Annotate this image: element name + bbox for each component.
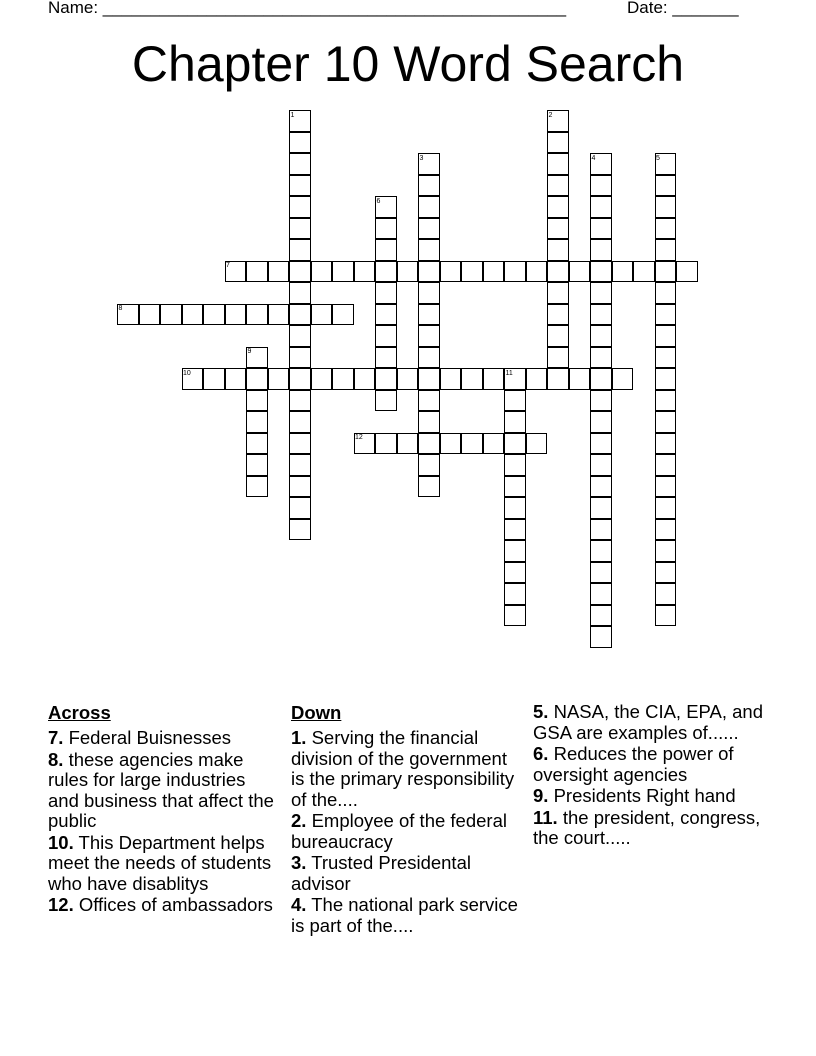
crossword-cell[interactable]: [289, 519, 311, 541]
clue-item: [533, 786, 765, 807]
crossword-cell[interactable]: [246, 261, 268, 283]
crossword-cell[interactable]: [246, 433, 268, 455]
crossword-cell[interactable]: [440, 433, 462, 455]
down-clue-list: [291, 728, 519, 936]
crossword-cell[interactable]: [655, 562, 677, 584]
crossword-cell[interactable]: [160, 304, 182, 326]
crossword-cell[interactable]: [289, 196, 311, 218]
clue-number-label: 10: [183, 369, 191, 377]
crossword-cell[interactable]: [590, 540, 612, 562]
crossword-cell[interactable]: [547, 347, 569, 369]
crossword-cell[interactable]: [289, 454, 311, 476]
crossword-cell[interactable]: [526, 433, 548, 455]
crossword-cell[interactable]: [590, 175, 612, 197]
crossword-cell[interactable]: [655, 605, 677, 627]
crossword-cell[interactable]: [332, 304, 354, 326]
crossword-cell[interactable]: [504, 497, 526, 519]
crossword-cell[interactable]: [289, 153, 311, 175]
crossword-cell[interactable]: [655, 218, 677, 240]
clue-item: [533, 702, 765, 743]
clue-text: The national park service is part of the....: [291, 894, 518, 936]
crossword-cell[interactable]: [418, 454, 440, 476]
clue-number: 2.: [291, 810, 307, 831]
crossword-cell[interactable]: [289, 390, 311, 412]
crossword-cell[interactable]: [375, 347, 397, 369]
crossword-cell[interactable]: [590, 282, 612, 304]
page-title: Chapter 10 Word Search: [131, 36, 685, 92]
clue-number-label: 3: [419, 154, 424, 162]
crossword-cell[interactable]: [354, 368, 376, 390]
clue-number-label: 11: [505, 369, 513, 377]
clue-item: [48, 895, 276, 916]
crossword-cell[interactable]: [246, 454, 268, 476]
crossword-cell[interactable]: [418, 282, 440, 304]
crossword-cell[interactable]: [547, 132, 569, 154]
clue-text: Trusted Presidental advisor: [291, 852, 471, 894]
crossword-cell[interactable]: [182, 304, 204, 326]
crossword-cell[interactable]: [418, 239, 440, 261]
crossword-cell[interactable]: [203, 304, 225, 326]
crossword-cell[interactable]: [504, 605, 526, 627]
crossword-cell[interactable]: [418, 390, 440, 412]
crossword-cell[interactable]: [139, 304, 161, 326]
crossword-cell[interactable]: [418, 325, 440, 347]
crossword-cell[interactable]: [418, 411, 440, 433]
clue-number: 3.: [291, 852, 307, 873]
crossword-cell[interactable]: [590, 433, 612, 455]
clue-text: This Department helps meet the needs of students who have disablitys: [48, 831, 272, 894]
across-clue-list: [48, 728, 276, 916]
clue-text: these agencies make rules for large industries and business that affect the public: [48, 748, 274, 831]
crossword-cell[interactable]: [246, 304, 268, 326]
crossword-cell[interactable]: [504, 583, 526, 605]
clue-text: Serving the financial division of the government is the primary responsibility of the....: [291, 727, 515, 810]
crossword-cell[interactable]: [655, 454, 677, 476]
clue-number-label: 5: [656, 154, 660, 162]
crossword-cell[interactable]: [375, 390, 397, 412]
crossword-cell[interactable]: [504, 433, 526, 455]
down-clues: [291, 702, 519, 937]
clue-item: [291, 728, 519, 810]
crossword-cell[interactable]: [655, 497, 677, 519]
clue-text: NASA, the CIA, EPA, and GSA are examples of......: [533, 701, 764, 743]
clue-text: Reduces the power of oversight agencies: [533, 743, 734, 785]
crossword-cell[interactable]: [268, 368, 290, 390]
crossword-cell[interactable]: [655, 390, 677, 412]
clue-number: 7.: [48, 727, 64, 748]
crossword-cell[interactable]: [289, 261, 311, 283]
crossword-cell[interactable]: [547, 368, 569, 390]
clue-item: [533, 744, 765, 785]
crossword-cell[interactable]: [289, 325, 311, 347]
clue-number: 9.: [533, 785, 549, 806]
clue-number: 1.: [291, 727, 307, 748]
crossword-cell[interactable]: [504, 454, 526, 476]
crossword-cell[interactable]: [569, 368, 591, 390]
crossword-cell[interactable]: [655, 304, 677, 326]
clue-text: Employee of the federal bureaucracy: [291, 810, 507, 852]
clue-number: 4.: [291, 894, 307, 915]
clue-number: 6.: [533, 743, 549, 764]
crossword-cell[interactable]: [397, 433, 419, 455]
crossword-cell[interactable]: [375, 261, 397, 283]
clue-number-label: 7: [226, 262, 230, 269]
crossword-cell[interactable]: [590, 218, 612, 240]
across-heading: Across: [48, 702, 111, 723]
crossword-cell[interactable]: [375, 325, 397, 347]
crossword-cell[interactable]: [655, 282, 677, 304]
crossword-cell[interactable]: [289, 175, 311, 197]
crossword-cell[interactable]: [655, 583, 677, 605]
crossword-cell[interactable]: [289, 304, 311, 326]
crossword-cell[interactable]: [504, 411, 526, 433]
crossword-cell[interactable]: [418, 368, 440, 390]
crossword-cell[interactable]: [590, 196, 612, 218]
crossword-cell[interactable]: [418, 476, 440, 498]
crossword-cell[interactable]: [418, 196, 440, 218]
crossword-cell[interactable]: [418, 175, 440, 197]
crossword-cell[interactable]: [289, 347, 311, 369]
crossword-cell[interactable]: [590, 454, 612, 476]
crossword-cell[interactable]: [547, 175, 569, 197]
crossword-cell[interactable]: [612, 368, 634, 390]
crossword-cell[interactable]: [655, 476, 677, 498]
clue-number-label: 1: [290, 111, 295, 119]
crossword-cell[interactable]: [289, 411, 311, 433]
crossword-cell[interactable]: [332, 261, 354, 283]
crossword-cell[interactable]: [655, 239, 677, 261]
crossword-cell[interactable]: [590, 347, 612, 369]
crossword-cell[interactable]: [504, 540, 526, 562]
crossword-cell[interactable]: [547, 282, 569, 304]
crossword-cell[interactable]: [504, 261, 526, 283]
crossword-cell[interactable]: [547, 196, 569, 218]
crossword-cell[interactable]: [547, 325, 569, 347]
crossword-cell[interactable]: [590, 304, 612, 326]
clue-text: Offices of ambassadors: [73, 894, 273, 915]
crossword-cell[interactable]: [461, 261, 483, 283]
crossword-cell[interactable]: [225, 304, 247, 326]
crossword-cell[interactable]: [246, 368, 268, 390]
clue-item: [291, 853, 519, 894]
crossword-cell[interactable]: [289, 368, 311, 390]
crossword-cell[interactable]: [590, 562, 612, 584]
clue-text: the president, congress, the court.....: [533, 806, 761, 848]
down-clues-continued: [533, 702, 765, 850]
date-field-label: Date: _______: [627, 0, 739, 17]
crossword-cell[interactable]: [418, 304, 440, 326]
crossword-cell[interactable]: [375, 304, 397, 326]
crossword-cell[interactable]: [612, 261, 634, 283]
clue-number-label: 4: [591, 154, 596, 162]
crossword-cell[interactable]: [418, 218, 440, 240]
clue-item: [48, 750, 276, 832]
down-clue-list-continued: [533, 702, 765, 849]
crossword-cell[interactable]: [289, 433, 311, 455]
crossword-cell[interactable]: [354, 261, 376, 283]
crossword-cell[interactable]: [526, 261, 548, 283]
clue-number-label: 12: [355, 434, 363, 441]
crossword-cell[interactable]: [375, 239, 397, 261]
crossword-cell[interactable]: [655, 175, 677, 197]
clue-item: [291, 811, 519, 852]
crossword-cell[interactable]: [590, 476, 612, 498]
crossword-cell[interactable]: [590, 519, 612, 541]
crossword-cell[interactable]: [655, 540, 677, 562]
crossword-cell[interactable]: [440, 368, 462, 390]
crossword-cell[interactable]: [289, 497, 311, 519]
clue-number: 5.: [533, 701, 549, 722]
crossword-cell[interactable]: [590, 368, 612, 390]
name-field-label: Name: _________________________________________________: [48, 0, 567, 17]
crossword-cell[interactable]: [590, 583, 612, 605]
clue-number: 10.: [48, 831, 74, 853]
crossword-cell[interactable]: [483, 368, 505, 390]
crossword-cell[interactable]: [655, 368, 677, 390]
crossword-cell[interactable]: [268, 261, 290, 283]
crossword-cell[interactable]: [483, 433, 505, 455]
crossword-cell[interactable]: [311, 368, 333, 390]
crossword-cell[interactable]: [504, 562, 526, 584]
clue-item: [48, 833, 276, 895]
crossword-cell[interactable]: [332, 368, 354, 390]
crossword-cell[interactable]: [590, 261, 612, 283]
crossword-cell[interactable]: [246, 476, 268, 498]
crossword-cell[interactable]: [590, 626, 612, 648]
crossword-cell[interactable]: [547, 239, 569, 261]
crossword-cell[interactable]: [375, 433, 397, 455]
crossword-cell[interactable]: [440, 261, 462, 283]
crossword-cell[interactable]: [655, 347, 677, 369]
crossword-cell[interactable]: [590, 239, 612, 261]
clue-number-label: 2: [548, 111, 553, 119]
crossword-cell[interactable]: [397, 368, 419, 390]
crossword-cell[interactable]: [547, 261, 569, 283]
crossword-cell[interactable]: [590, 390, 612, 412]
crossword-cell[interactable]: [246, 411, 268, 433]
crossword-cell[interactable]: [311, 261, 333, 283]
crossword-cell[interactable]: [289, 132, 311, 154]
crossword-cell[interactable]: [676, 261, 698, 283]
crossword-cell[interactable]: [375, 282, 397, 304]
crossword-cell[interactable]: [397, 261, 419, 283]
crossword-cell[interactable]: [375, 218, 397, 240]
crossword-cell[interactable]: [590, 411, 612, 433]
clue-number-label: 9: [247, 348, 252, 355]
crossword-cell[interactable]: [375, 368, 397, 390]
clue-text: Presidents Right hand: [548, 785, 736, 806]
crossword-cell[interactable]: [547, 218, 569, 240]
clue-number: 12.: [48, 894, 74, 915]
crossword-cell[interactable]: [569, 261, 591, 283]
crossword-cell[interactable]: [655, 325, 677, 347]
crossword-cell[interactable]: [203, 368, 225, 390]
crossword-cell[interactable]: [504, 519, 526, 541]
crossword-cell[interactable]: [418, 261, 440, 283]
crossword-cell[interactable]: [655, 433, 677, 455]
clue-text: Federal Buisnesses: [63, 727, 232, 748]
crossword-cell[interactable]: [483, 261, 505, 283]
crossword-cell[interactable]: [289, 476, 311, 498]
crossword-cell[interactable]: [655, 411, 677, 433]
clue-number: 11.: [533, 806, 558, 828]
down-heading: Down: [291, 702, 342, 723]
clue-item: [48, 728, 276, 749]
crossword-cell[interactable]: [461, 368, 483, 390]
crossword-cell[interactable]: [590, 605, 612, 627]
crossword-cell[interactable]: [418, 347, 440, 369]
crossword-cell[interactable]: [461, 433, 483, 455]
clue-item: [533, 808, 765, 849]
crossword-cell[interactable]: [289, 239, 311, 261]
crossword-cell[interactable]: [633, 261, 655, 283]
clue-number-label: 8: [118, 305, 123, 312]
crossword-cell[interactable]: [289, 282, 311, 304]
clue-number-label: 6: [376, 197, 381, 205]
across-clues: [48, 702, 276, 917]
crossword-cell[interactable]: [504, 390, 526, 412]
crossword-cell[interactable]: [526, 368, 548, 390]
clue-number: 8.: [48, 748, 64, 770]
crossword-cell[interactable]: [418, 433, 440, 455]
clue-item: [291, 895, 519, 936]
crossword-cell[interactable]: [547, 304, 569, 326]
crossword-cell[interactable]: [590, 497, 612, 519]
crossword-cell[interactable]: [311, 304, 333, 326]
crossword-cell[interactable]: [590, 325, 612, 347]
crossword-cell[interactable]: [246, 390, 268, 412]
crossword-cell[interactable]: [655, 196, 677, 218]
crossword-cell[interactable]: [547, 153, 569, 175]
crossword-cell[interactable]: [268, 304, 290, 326]
crossword-cell[interactable]: [655, 261, 677, 283]
crossword-cell[interactable]: [225, 368, 247, 390]
crossword-cell[interactable]: [504, 476, 526, 498]
crossword-cell[interactable]: [289, 218, 311, 240]
crossword-cell[interactable]: [655, 519, 677, 541]
